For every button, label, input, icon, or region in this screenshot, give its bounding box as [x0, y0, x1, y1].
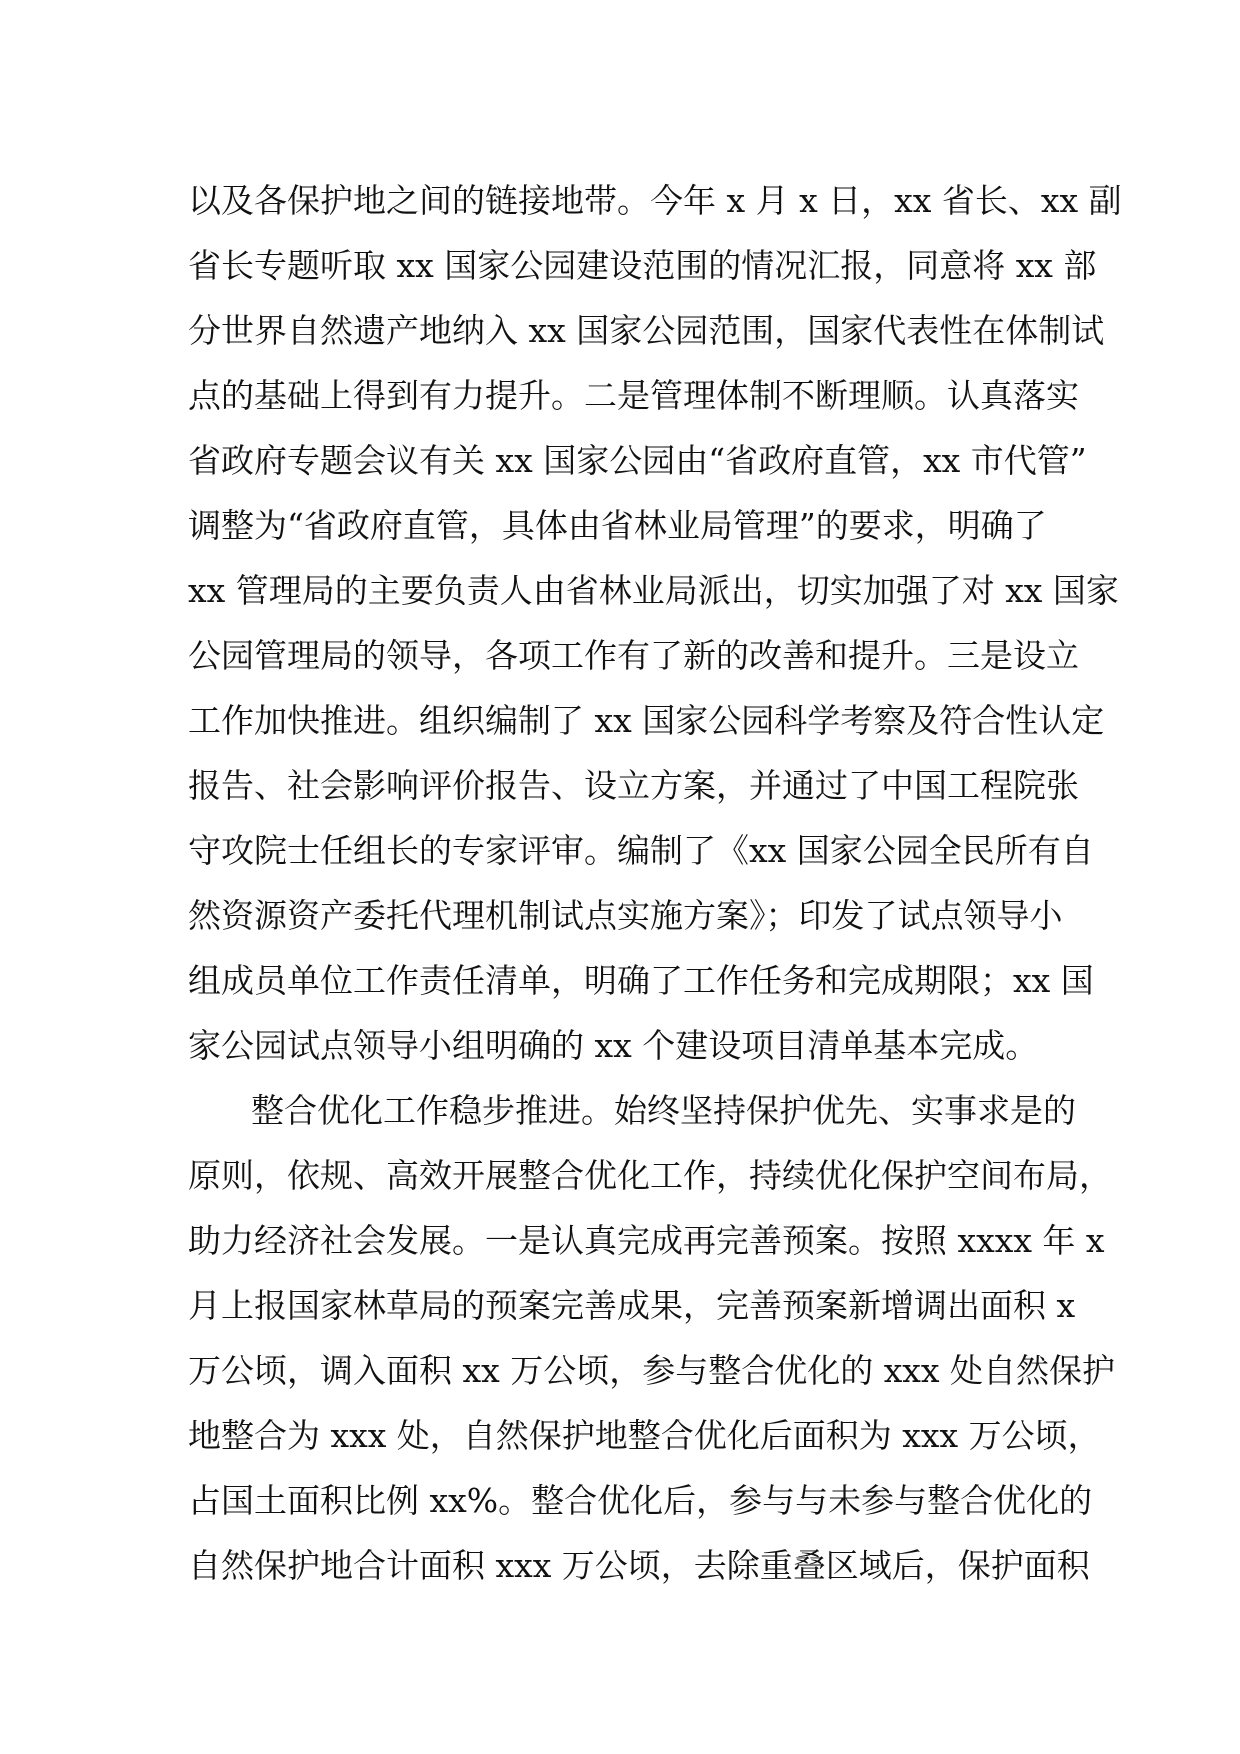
document-body [188, 168, 1122, 1598]
text-line: 助力经济社会发展。一是认真完成再完善预案。按照 xxxx 年 x [188, 1221, 1105, 1260]
text-line: 点的基础上得到有力提升。二是管理体制不断理顺。认真落实 [188, 376, 1079, 415]
text-line: 省长专题听取 xx 国家公园建设范围的情况汇报，同意将 xx 部 [188, 246, 1097, 285]
text-line: 占国土面积比例 xx%。整合优化后，参与与未参与整合优化的 [188, 1481, 1093, 1520]
text-line: 原则，依规、高效开展整合优化工作，持续优化保护空间布局， [188, 1156, 1112, 1195]
text-line: 公园管理局的领导，各项工作有了新的改善和提升。三是设立 [188, 636, 1079, 675]
paragraph-national-park [188, 168, 1122, 1078]
text-line: 组成员单位工作责任清单，明确了工作任务和完成期限；xx 国 [188, 961, 1094, 1000]
text-line: 报告、社会影响评价报告、设立方案，并通过了中国工程院张 [188, 766, 1079, 805]
text-line: 地整合为 xxx 处，自然保护地整合优化后面积为 xxx 万公顷， [188, 1416, 1101, 1455]
text-line: 整合优化工作稳步推进。始终坚持保护优先、实事求是的 [251, 1091, 1076, 1130]
text-line: 家公园试点领导小组明确的 xx 个建设项目清单基本完成。 [188, 1026, 1039, 1065]
text-line: 工作加快推进。组织编制了 xx 国家公园科学考察及符合性认定 [188, 701, 1105, 740]
text-line: 自然保护地合计面积 xxx 万公顷，去除重叠区域后，保护面积 [188, 1546, 1090, 1585]
paragraph-integration-optimization [188, 1078, 1116, 1598]
text-line: 以及各保护地之间的链接地带。今年 x 月 x 日，xx 省长、xx 副 [188, 181, 1122, 220]
text-line: 调整为“省政府直管，具体由省林业局管理”的要求，明确了 [188, 506, 1047, 545]
text-line: 守攻院士任组长的专家评审。编制了《xx 国家公园全民所有自 [188, 831, 1094, 870]
text-line: 然资源资产委托代理机制试点实施方案》；印发了试点领导小 [188, 896, 1063, 935]
text-line: 分世界自然遗产地纳入 xx 国家公园范围，国家代表性在体制试 [188, 311, 1105, 350]
text-line: 省政府专题会议有关 xx 国家公园由“省政府直管，xx 市代管” [188, 441, 1087, 480]
text-line: xx 管理局的主要负责人由省林业局派出，切实加强了对 xx 国家 [188, 571, 1119, 610]
text-line: 万公顷，调入面积 xx 万公顷，参与整合优化的 xxx 处自然保护 [188, 1351, 1116, 1390]
text-line: 月上报国家林草局的预案完善成果，完善预案新增调出面积 x [188, 1286, 1076, 1325]
